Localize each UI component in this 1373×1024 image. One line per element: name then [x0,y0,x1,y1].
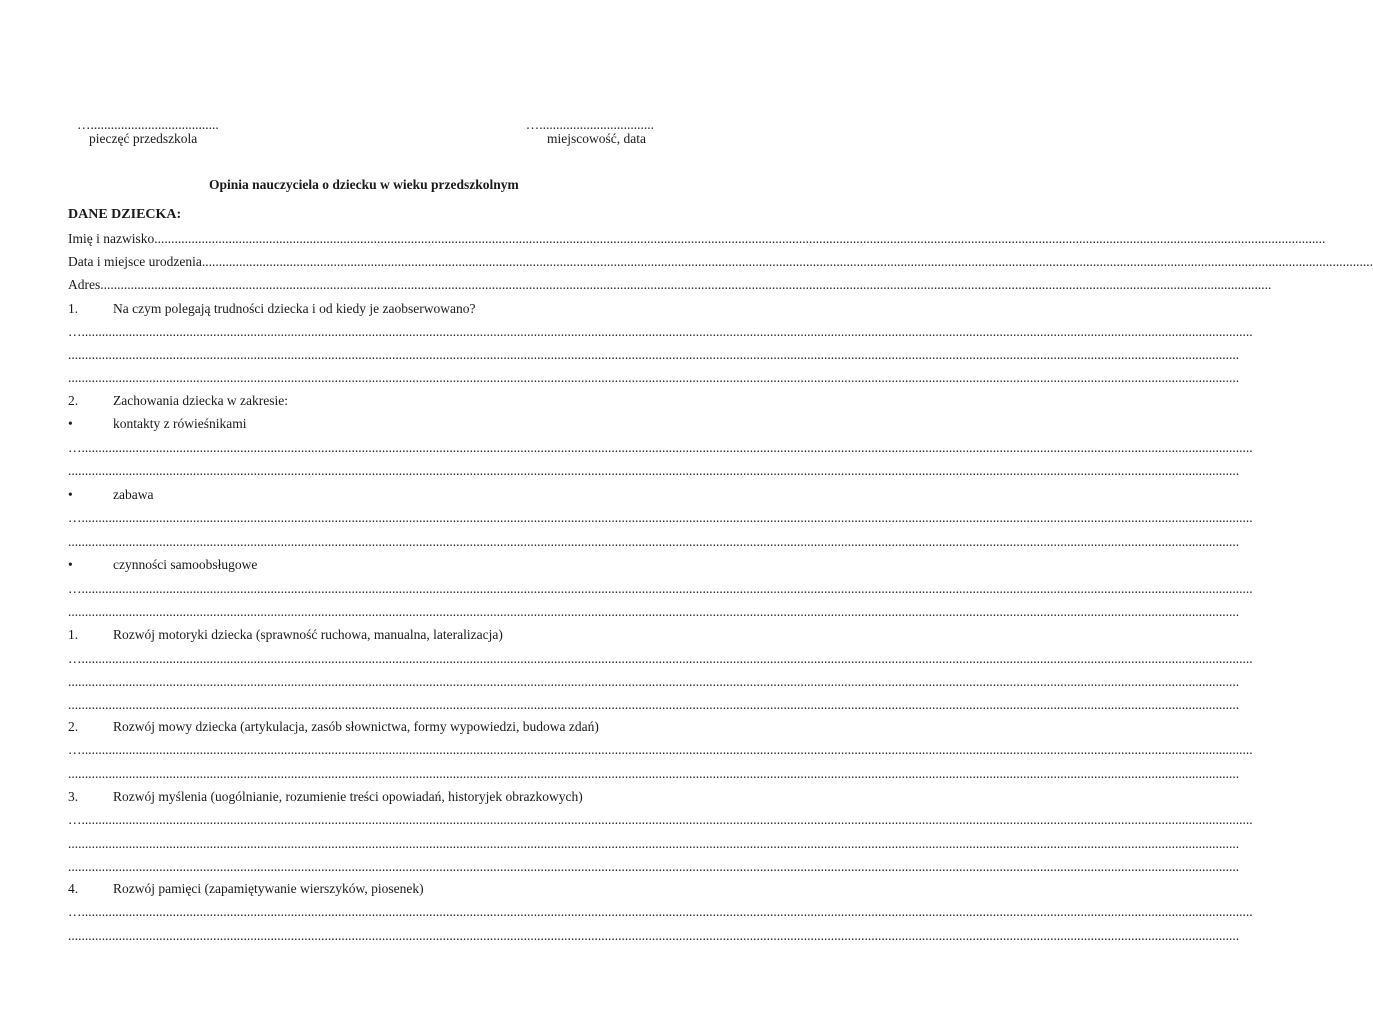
answer-line[interactable]: ........................................................................................................................................................................................................................................................................................................................................................... [68,697,1240,712]
answer-line[interactable] [68,904,1253,920]
bullet-3-text: czynności samoobsługowe [113,557,258,572]
answer-line[interactable]: ........................................................................................................................................................................................................................................................................................................................................................... [68,859,1240,874]
line-dots: ........................................................................................................................................................................................................................................................................................................................................................... [81,651,1253,666]
section-2-number: 2. [68,393,79,408]
name-fill-dots: ........................................................................................................................................................................................................................................................................................................................................................... [154,231,1326,246]
answer-line[interactable]: ........................................................................................................................................................................................................................................................................................................................................................... [68,347,1240,362]
birth-label: Data i miejsce urodzenia [68,254,202,269]
address-line[interactable] [68,277,1272,293]
motor-text: Rozwój motoryki dziecka (sprawność ruchowa, manualna, lateralizacja) [113,627,503,642]
speech-number: 2. [68,719,79,734]
address-fill-dots: ........................................................................................................................................................................................................................................................................................................................................................... [100,277,1272,292]
answer-line[interactable] [68,440,1253,456]
section-2-text: Zachowania dziecka w zakresie: [113,393,289,408]
place-date-label: miejscowość, data [547,131,646,146]
line-dots: ........................................................................................................................................................................................................................................................................................................................................................... [81,324,1253,339]
name-line[interactable] [68,231,1326,247]
line-dots: ........................................................................................................................................................................................................................................................................................................................................................... [81,510,1253,525]
answer-line[interactable] [68,651,1253,667]
answer-line[interactable] [68,510,1253,526]
motor-number: 1. [68,627,79,642]
bullet-3-marker: • [68,557,73,572]
bullet-2-marker: • [68,487,73,502]
line-dots: ........................................................................................................................................................................................................................................................................................................................................................... [81,742,1253,757]
stamp-dots: …...................................... [77,117,219,132]
line-ellipsis: … [68,440,82,455]
answer-line[interactable] [68,581,1253,597]
answer-line[interactable]: ........................................................................................................................................................................................................................................................................................................................................................... [68,370,1240,385]
line-dots: ........................................................................................................................................................................................................................................................................................................................................................... [81,812,1253,827]
bullet-2-text: zabawa [113,487,154,502]
answer-line[interactable]: ........................................................................................................................................................................................................................................................................................................................................................... [68,604,1240,619]
document-title: Opinia nauczyciela o dziecku w wieku przedszkolnym [209,177,519,192]
bullet-1-text: kontakty z rówieśnikami [113,416,247,431]
line-ellipsis: … [68,651,82,666]
line-ellipsis: … [68,812,82,827]
line-ellipsis: … [68,581,82,596]
stamp-label: pieczęć przedszkola [89,131,198,146]
birth-fill-dots: ........................................................................................................................................................................................................................................................................................................................................................... [201,254,1373,269]
thinking-text: Rozwój myślenia (uogólnianie, rozumienie treści opowiadań, historyjek obrazkowych) [113,789,583,804]
answer-line[interactable]: ........................................................................................................................................................................................................................................................................................................................................................... [68,534,1240,549]
section-1-number: 1. [68,301,79,316]
line-ellipsis: … [68,324,82,339]
line-dots: ........................................................................................................................................................................................................................................................................................................................................................... [81,581,1253,596]
memory-text: Rozwój pamięci (zapamiętywanie wierszyków, piosenek) [113,881,424,896]
speech-text: Rozwój mowy dziecka (artykulacja, zasób słownictwa, formy wypowiedzi, budowa zdań) [113,719,599,734]
memory-number: 4. [68,881,79,896]
child-data-heading: DANE DZIECKA: [68,207,182,222]
answer-line[interactable]: ........................................................................................................................................................................................................................................................................................................................................................... [68,766,1240,781]
answer-line[interactable]: ........................................................................................................................................................................................................................................................................................................................................................... [68,674,1240,689]
place-date-dots: ….................................. [525,117,654,132]
address-label: Adres [68,277,101,292]
line-ellipsis: … [68,510,82,525]
birth-line[interactable] [68,254,1373,270]
answer-line[interactable]: ........................................................................................................................................................................................................................................................................................................................................................... [68,463,1240,478]
answer-line[interactable] [68,812,1253,828]
name-label: Imię i nazwisko [68,231,155,246]
section-1-text: Na czym polegają trudności dziecka i od kiedy je zaobserwowano? [113,301,476,316]
line-dots: ........................................................................................................................................................................................................................................................................................................................................................... [81,440,1253,455]
answer-line[interactable] [68,742,1253,758]
answer-line[interactable]: ........................................................................................................................................................................................................................................................................................................................................................... [68,928,1240,943]
line-ellipsis: … [68,904,82,919]
answer-line[interactable] [68,324,1253,340]
line-ellipsis: … [68,742,82,757]
bullet-1-marker: • [68,416,73,431]
thinking-number: 3. [68,789,79,804]
answer-line[interactable]: ........................................................................................................................................................................................................................................................................................................................................................... [68,836,1240,851]
line-dots: ........................................................................................................................................................................................................................................................................................................................................................... [81,904,1253,919]
